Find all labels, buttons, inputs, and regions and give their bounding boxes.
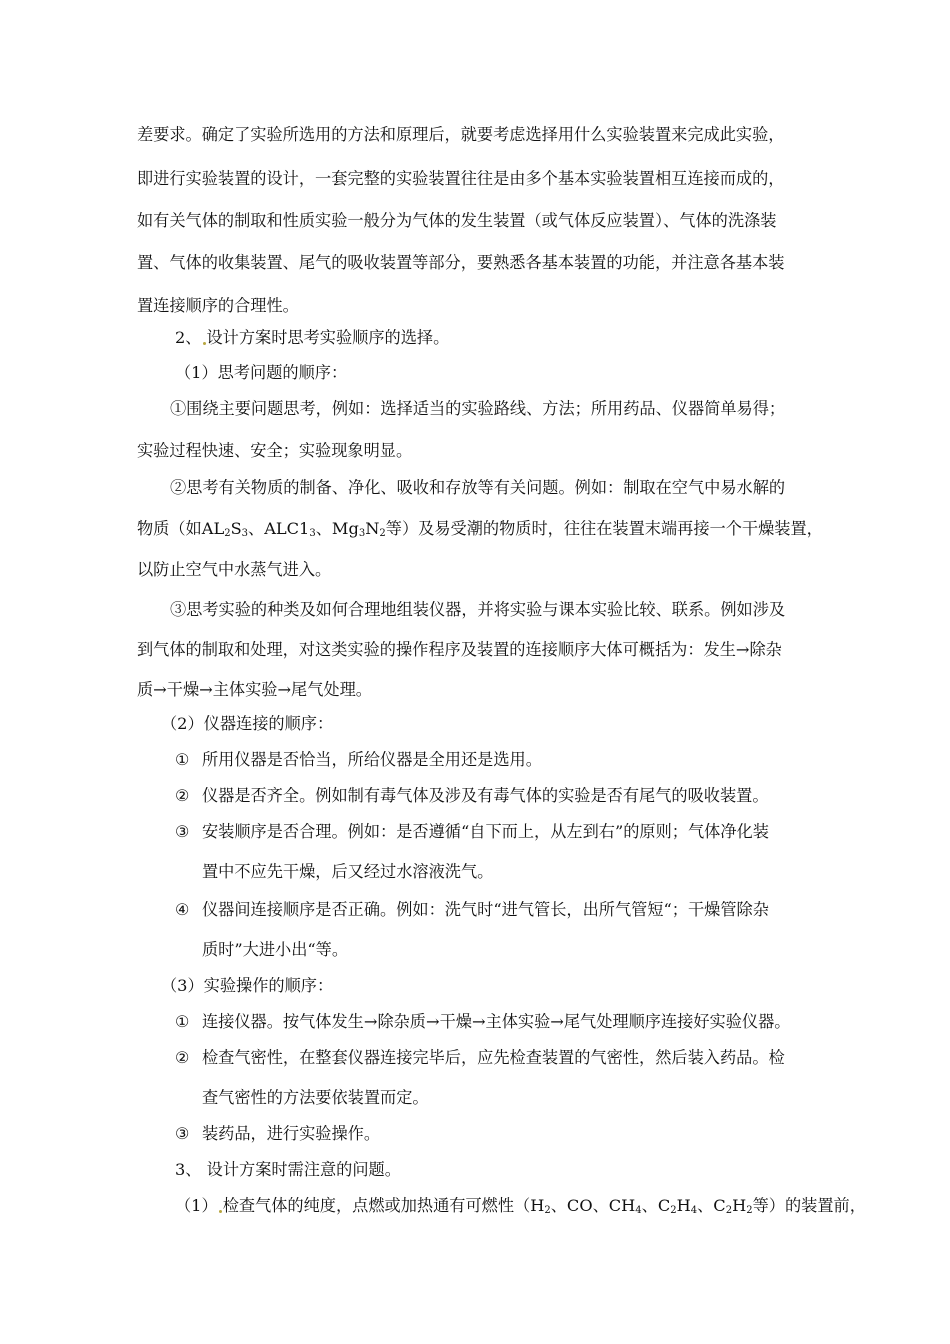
section-heading-3: 3、 设计方案时需注意的问题。 [175,1160,401,1179]
list-number: ③ [175,822,190,841]
paragraph-line-formula [137,519,823,539]
list-item [175,786,769,806]
text-run: （1） [175,1196,218,1215]
heading-number: 2、 [175,328,202,347]
paragraph-line: 即进行实验装置的设计，一套完整的实验装置往往是由多个基本实验装置相互连接而成的， [137,169,785,188]
subsection-title: （1）思考问题的顺序： [175,363,348,382]
list-number: ③ [175,1124,190,1143]
list-text: 所用仪器是否恰当，所给仪器是全用还是选用。 [202,750,542,769]
list-text: 装药品，进行实验操作。 [202,1124,381,1143]
text-run: H [732,1196,747,1215]
subscript: 2 [725,1205,733,1216]
text-run: H [676,1196,691,1215]
paragraph-line: ③思考实验的种类及如何合理地组装仪器，并将实验与课本实验比较、联系。例如涉及 [170,600,786,619]
paragraph-line: ①围绕主要问题思考，例如：选择适当的实验路线、方法；所用药品、仪器简单易得； [170,399,786,418]
subscript: 3 [241,528,249,539]
list-number: ② [175,1048,190,1067]
text-run: 、C [697,1196,726,1215]
list-item [175,822,769,842]
paragraph-line: 到气体的制取和处理，对这类实验的操作程序及装置的连接顺序大体可概括为：发生→除杂 [137,640,782,659]
paragraph-line-formula [175,1196,866,1216]
text-run: 、ALC1 [248,519,310,538]
list-number: ④ [175,900,190,919]
list-item [175,900,769,920]
text-run: 、C [641,1196,671,1215]
subsection-title: （3）实验操作的顺序： [161,976,334,995]
list-number: ① [175,750,190,769]
list-number: ① [175,1012,190,1031]
list-text: 安装顺序是否合理。例如：是否遵循“自下而上，从左到右”的原则；气体净化装 [202,822,769,841]
text-run: 等）的装置前， [752,1196,866,1215]
subscript: 2 [544,1205,551,1216]
paragraph-line: ②思考有关物质的制备、净化、吸收和存放等有关问题。例如：制取在空气中易水解的 [170,478,786,497]
text-run: 、CO、CH [550,1196,636,1215]
list-text: 检查气密性，在整套仪器连接完毕后，应先检查装置的气密性，然后装入药品。检 [202,1048,785,1067]
list-text: 连接仪器。按气体发生→除杂质→干燥→主体实验→尾气处理顺序连接好实验仪器。 [202,1012,791,1031]
subscript: 3 [309,528,316,539]
list-item [175,1124,380,1144]
subscript: 3 [358,528,366,539]
text-run: 、Mg [315,519,359,538]
list-continuation: 查气密性的方法要依装置而定。 [202,1088,429,1107]
paragraph-line: 置连接顺序的合理性。 [137,296,299,315]
text-run: 等）及易受潮的物质时，往往在装置末端再接一个干燥装置， [385,519,823,538]
subscript: 2 [379,528,386,539]
subscript: 4 [690,1205,698,1216]
list-continuation: 质时”大进小出“等。 [202,940,349,959]
text-run: S [230,519,242,538]
paragraph-line: 置、气体的收集装置、尾气的吸收装置等部分，要熟悉各基本装置的功能，并注意各基本装 [137,253,785,272]
mark-dot [219,1210,222,1213]
list-number: ② [175,786,190,805]
subsection-title: （2）仪器连接的顺序： [161,714,334,733]
subscript: 2 [670,1205,677,1216]
paragraph-line: 差要求。确定了实验所选用的方法和原理后，就要考虑选择用什么实验装置来完成此实验， [137,125,785,144]
mark-dot [203,342,206,345]
text-run: 物质（如AL [137,519,225,538]
section-heading-2 [175,328,449,348]
list-item [175,1048,785,1068]
list-text: 仪器是否齐全。例如制有毒气体及涉及有毒气体的实验是否有尾气的吸收装置。 [202,786,769,805]
paragraph-line: 以防止空气中水蒸气进入。 [137,560,332,579]
paragraph-line: 实验过程快速、安全；实验现象明显。 [137,441,413,460]
list-item [175,750,542,770]
list-text: 仪器间连接顺序是否正确。例如：洗气时“进气管长，出所气管短“；干燥管除杂 [202,900,769,919]
list-item [175,1012,790,1032]
paragraph-line: 质→干燥→主体实验→尾气处理。 [137,680,372,699]
heading-text: 设计方案时思考实验顺序的选择。 [206,328,450,347]
subscript: 4 [635,1205,642,1216]
list-continuation: 置中不应先干燥，后又经过水溶液洗气。 [202,862,494,881]
text-run: 检查气体的纯度，点燃或加热通有可燃性（H [222,1196,545,1215]
subscript: 2 [224,528,231,539]
subscript: 2 [746,1205,753,1216]
paragraph-line: 如有关气体的制取和性质实验一般分为气体的发生装置（或气体反应装置）、气体的洗涤装 [137,211,777,230]
text-run: N [365,519,380,538]
